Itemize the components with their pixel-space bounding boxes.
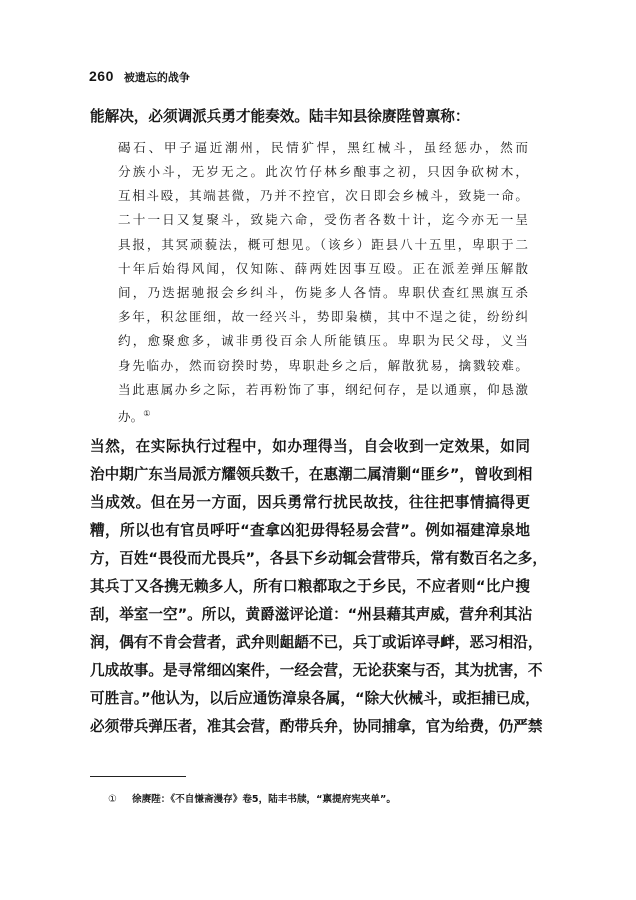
paragraph-line: 几成故事。是寻常细凶案件，一经会营，无论获案与否，其为扰害，不	[90, 662, 543, 679]
paragraph-line: 刮，举室一空”。所以，黄爵滋评论道：“州县藉其声威，营弁利其沾	[90, 606, 533, 623]
footnote	[108, 794, 528, 806]
quote-line: 约，愈聚愈多，诚非勇役百余人所能镇压。卑职为民父母，义当	[118, 333, 528, 348]
footnote-reference[interactable]: ①	[143, 409, 151, 418]
quote-line: 具报，其冥顽藐法，概可想见。（该乡）距县八十五里，卑职于二	[118, 237, 528, 252]
quote-line: 当此惠属办乡之际，若再粉饰了事，纲纪何存，是以通禀，仰恳激	[118, 382, 528, 397]
paragraph-line: 其兵丁又各携无赖多人，所有口粮都取之于乡民，不应者则“比户搜	[90, 578, 530, 595]
paragraph-line: 当然，在实际执行过程中，如办理得当，自会收到一定效果，如同	[90, 438, 530, 455]
running-header	[89, 68, 549, 88]
quote-line: 多年，积忿匪细，故一经兴斗，势即枭横，其中不逞之徒，纷纷纠	[118, 309, 528, 324]
running-title: 被遗忘的战争	[123, 71, 190, 84]
paragraph-intro: 能解决，必须调派兵勇才能奏效。陆丰知县徐赓陛曾禀称：	[90, 108, 470, 125]
footnote-text: 徐赓陛：《不自慊斋漫存》卷5，陆丰书牍，“禀提府宪夹单”。	[132, 794, 396, 805]
quote-line: 身先临办，然而窃揆时势，卑职赴乡之后，解散犹易，擒戮较难。	[118, 358, 528, 373]
page-number: 260	[89, 68, 114, 84]
quote-line: 间，乃迭据驰报会乡纠斗，伤毙多人各情。卑职伏查红黑旗互杀	[118, 285, 528, 300]
footnote-marker: ①	[108, 794, 117, 805]
paragraph-line: 必须带兵弹压者，准其会营，酌带兵弁，协同捕拿，官为给费，仍严禁	[90, 718, 543, 735]
quote-line: 碣石、甲子逼近潮州，民情犷悍，黑红械斗，虽经惩办，然而	[118, 140, 528, 155]
footnote-divider	[90, 776, 186, 777]
quote-line: 十年后始得风闻，仅知陈、薛两姓因事互殴。正在派差弹压解散	[118, 261, 528, 276]
quote-line: 办。	[118, 409, 144, 424]
quote-line: 二十一日又复聚斗，致毙六命，受伤者各数十计，迄今亦无一呈	[118, 212, 528, 227]
quote-line: 分族小斗，无岁无之。此次竹仔林乡酿事之初，只因争砍树木，	[118, 164, 528, 179]
paragraph-line: 润，偶有不肯会营者，武弁则龃龉不已，兵丁或诟谇寻衅，恶习相沿，	[90, 634, 543, 651]
paragraph-line: 治中期广东当局派方耀领兵数千，在惠潮二属清剿“匪乡”，曾收到相	[90, 466, 533, 483]
paragraph-line: 当成效。但在另一方面，因兵勇常行扰民故技，往往把事情搞得更	[90, 494, 530, 511]
quote-last-line	[118, 406, 528, 422]
paragraph-line: 糟，所以也有官员呼吁“查拿凶犯毋得轻易会营”。例如福建漳泉地	[90, 522, 530, 539]
paragraph-line: 方，百姓“畏役而尤畏兵”，各县下乡动辄会营带兵，常有数百名之多，	[90, 550, 547, 567]
quote-line: 互相斗殴，其端甚微，乃并不控官，次日即会乡械斗，致毙一命。	[118, 188, 528, 203]
paragraph-line: 可胜言。”他认为，以后应通饬漳泉各属，“除大伙械斗，或拒捕已成，	[90, 690, 540, 707]
